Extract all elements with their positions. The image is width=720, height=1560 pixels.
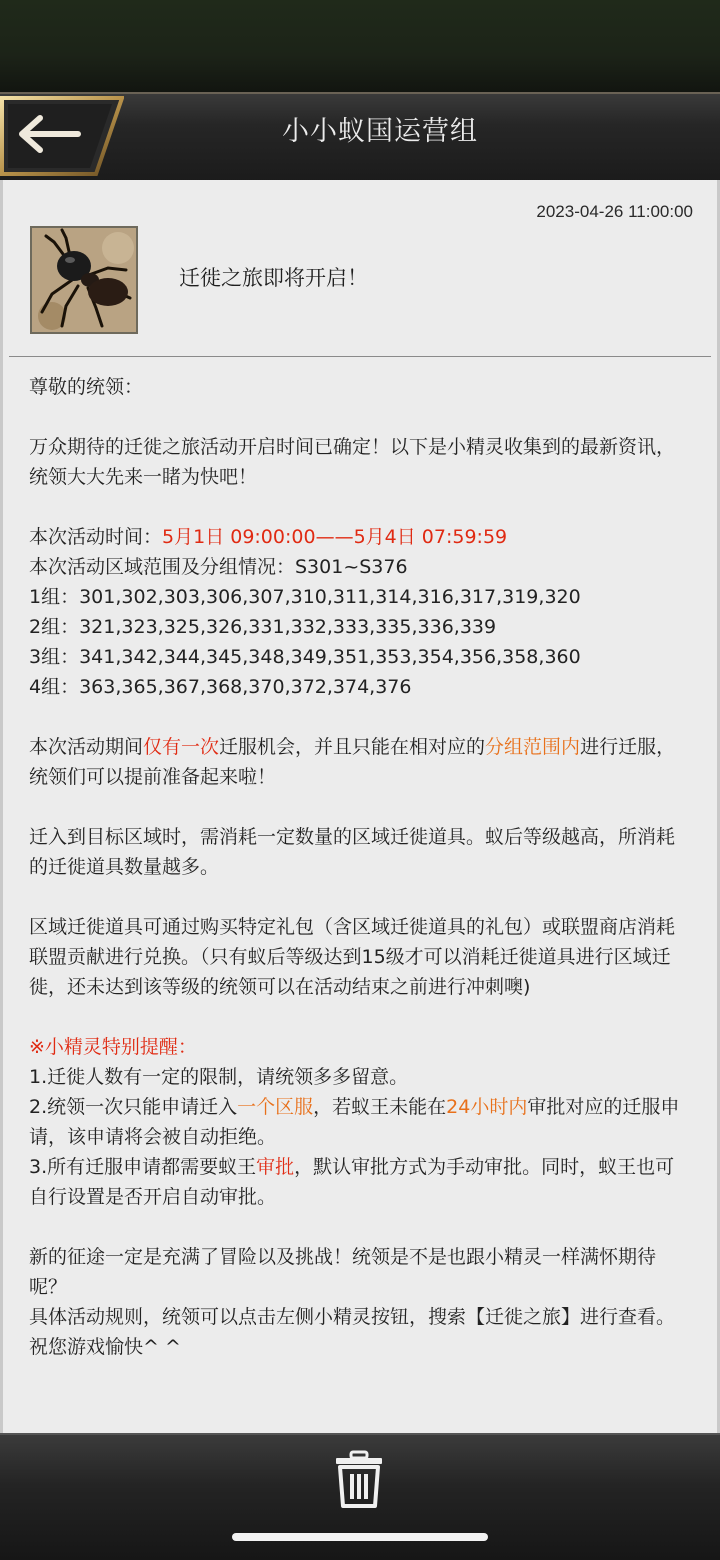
time-label: 本次活动时间： (29, 526, 163, 548)
chance-paragraph: 本次活动期间仅有一次迁服机会，并且只能在相对应的分组范围内进行迁服，统领们可以提前准备起来啦！ (29, 736, 676, 788)
highlight-text: 24小时内 (446, 1096, 528, 1118)
event-time-line (29, 522, 693, 552)
item-paragraph: 区域迁徙道具可通过购买特定礼包（含区域迁徙道具的礼包）或联盟商店消耗联盟贡献进行兑换。（只有蚁后等级达到15级才可以消耗迁徙道具进行区域迁徙，还未达到该等级的统领可以在活动结束之前进行冲刺噢) (29, 916, 676, 998)
greeting: 尊敬的统领： (29, 376, 144, 398)
group-line: 4组：363,365,367,368,370,372,374,376 (29, 676, 412, 698)
ant-avatar (30, 226, 138, 334)
mail-body (29, 372, 693, 1362)
group-line: 2组：321,323,325,326,331,332,333,335,336,339 (29, 616, 497, 638)
closing-line: 祝您游戏愉快^ ^ (29, 1336, 181, 1358)
cost-paragraph: 迁入到目标区域时，需消耗一定数量的区域迁徙道具。蚁后等级越高，所消耗的迁徙道具数量越多。 (29, 826, 676, 878)
trash-icon (333, 1450, 385, 1510)
time-value: 5月1日 09:00:00——5月4日 07:59:59 (162, 526, 508, 548)
reminder-item: 3.所有迁服申请都需要蚁王审批，默认审批方式为手动审批。同时，蚁王也可自行设置是否开启自动审批。 (29, 1156, 675, 1208)
highlight-text: 仅有一次 (143, 736, 220, 758)
group-line: 1组：301,302,303,306,307,310,311,314,316,317,319,320 (29, 586, 581, 608)
status-bar-area (0, 0, 720, 92)
reminder-item: 2.统领一次只能申请迁入一个区服，若蚁王未能在24小时内审批对应的迁服申请，该申请将会被自动拒绝。 (29, 1096, 680, 1148)
back-button[interactable] (0, 94, 124, 176)
page-title: 小小蚁国运营组 (282, 116, 478, 147)
delete-button[interactable] (333, 1450, 385, 1510)
range-line: 本次活动区域范围及分组情况：S301~S376 (29, 556, 408, 578)
home-indicator[interactable] (232, 1533, 488, 1541)
divider (9, 356, 711, 357)
closing-line: 新的征途一定是充满了冒险以及挑战！统领是不是也跟小精灵一样满怀期待呢？ (29, 1246, 657, 1298)
back-arrow-icon (0, 94, 124, 176)
mail-subject: 迁徙之旅即将开启！ (179, 266, 368, 290)
highlight-text: 一个区服 (237, 1096, 314, 1118)
closing-line: 具体活动规则，统领可以点击左侧小精灵按钮，搜索【迁徙之旅】进行查看。 (29, 1306, 676, 1328)
highlight-text: 审批 (256, 1156, 295, 1178)
reminder-item: 1.迁徙人数有一定的限制，请统领多多留意。 (29, 1066, 409, 1088)
mail-timestamp: 2023-04-26 11:00:00 (536, 202, 693, 221)
mail-content[interactable] (0, 180, 720, 1433)
ant-icon (32, 228, 136, 332)
reminder-title: ※小精灵特别提醒： (29, 1036, 197, 1058)
group-line: 3组：341,342,344,345,348,349,351,353,354,356,358,360 (29, 646, 581, 668)
highlight-text: 分组范围内 (485, 736, 581, 758)
intro-paragraph: 万众期待的迁徙之旅活动开启时间已确定！以下是小精灵收集到的最新资讯，统领大大先来一睹为快吧！ (29, 436, 676, 488)
